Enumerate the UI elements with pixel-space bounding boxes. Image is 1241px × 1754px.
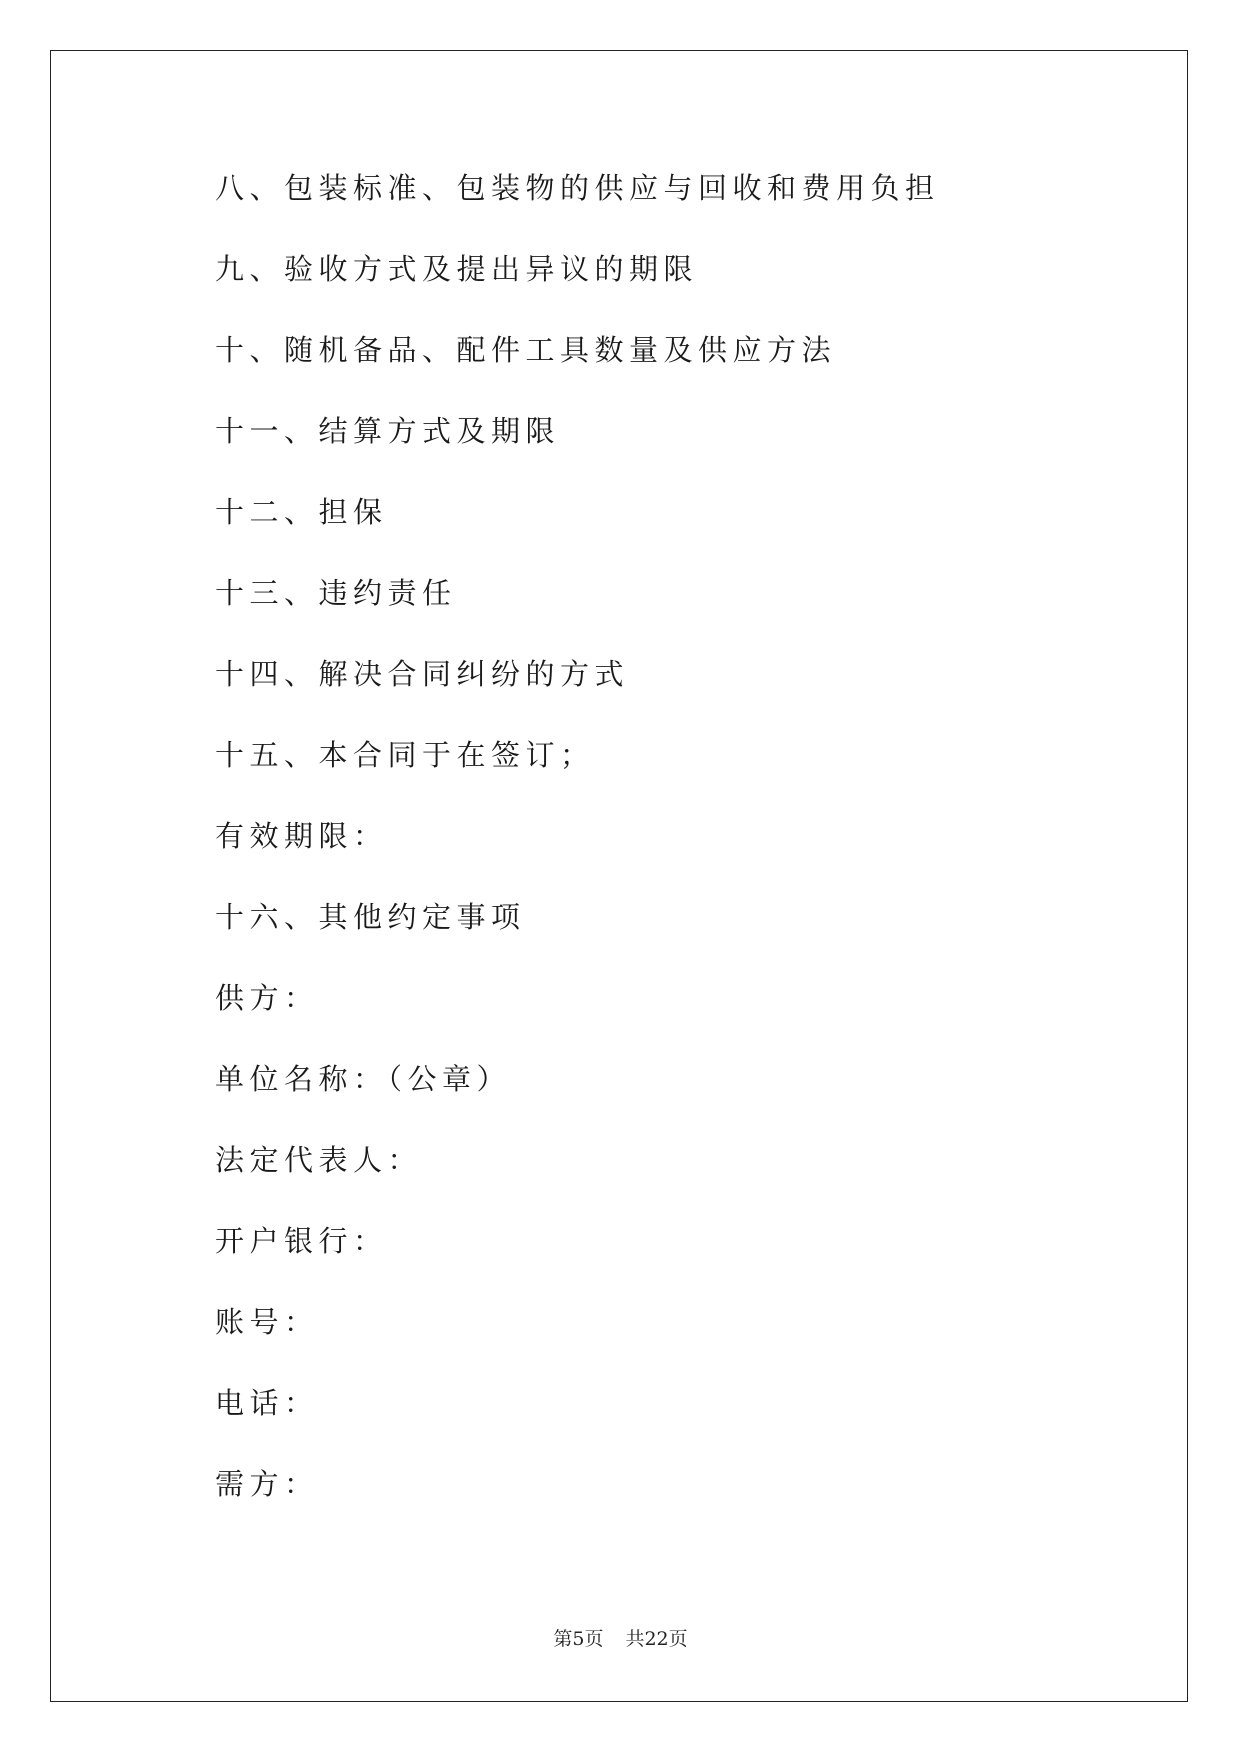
clause-16-other-terms: 十六、其他约定事项 — [215, 900, 526, 934]
validity-period: 有效期限： — [215, 819, 388, 853]
clause-12-guarantee: 十二、担保 — [215, 495, 388, 529]
buyer-label: 需方： — [215, 1467, 319, 1501]
page-footer — [0, 1624, 1241, 1651]
clause-15-signing: 十五、本合同于在签订； — [215, 738, 595, 772]
clause-11-settlement: 十一、结算方式及期限 — [215, 414, 561, 448]
phone-field: 电话： — [215, 1386, 319, 1420]
clause-9-inspection: 九、验收方式及提出异议的期限 — [215, 252, 699, 286]
clause-14-dispute-resolution: 十四、解决合同纠纷的方式 — [215, 657, 630, 691]
bank-field: 开户银行： — [215, 1224, 388, 1258]
account-number-field: 账号： — [215, 1305, 319, 1339]
current-page-number: 第5页 — [553, 1628, 604, 1650]
legal-representative-field: 法定代表人： — [215, 1143, 423, 1177]
supplier-label: 供方： — [215, 981, 319, 1015]
clause-13-liability: 十三、违约责任 — [215, 576, 457, 610]
clause-10-spare-parts: 十、随机备品、配件工具数量及供应方法 — [215, 333, 837, 367]
total-pages: 共22页 — [625, 1628, 688, 1650]
unit-name-field: 单位名称：（公章） — [215, 1062, 512, 1096]
document-body — [215, 168, 1115, 1545]
clause-8-packaging: 八、包装标准、包装物的供应与回收和费用负担 — [215, 171, 940, 205]
